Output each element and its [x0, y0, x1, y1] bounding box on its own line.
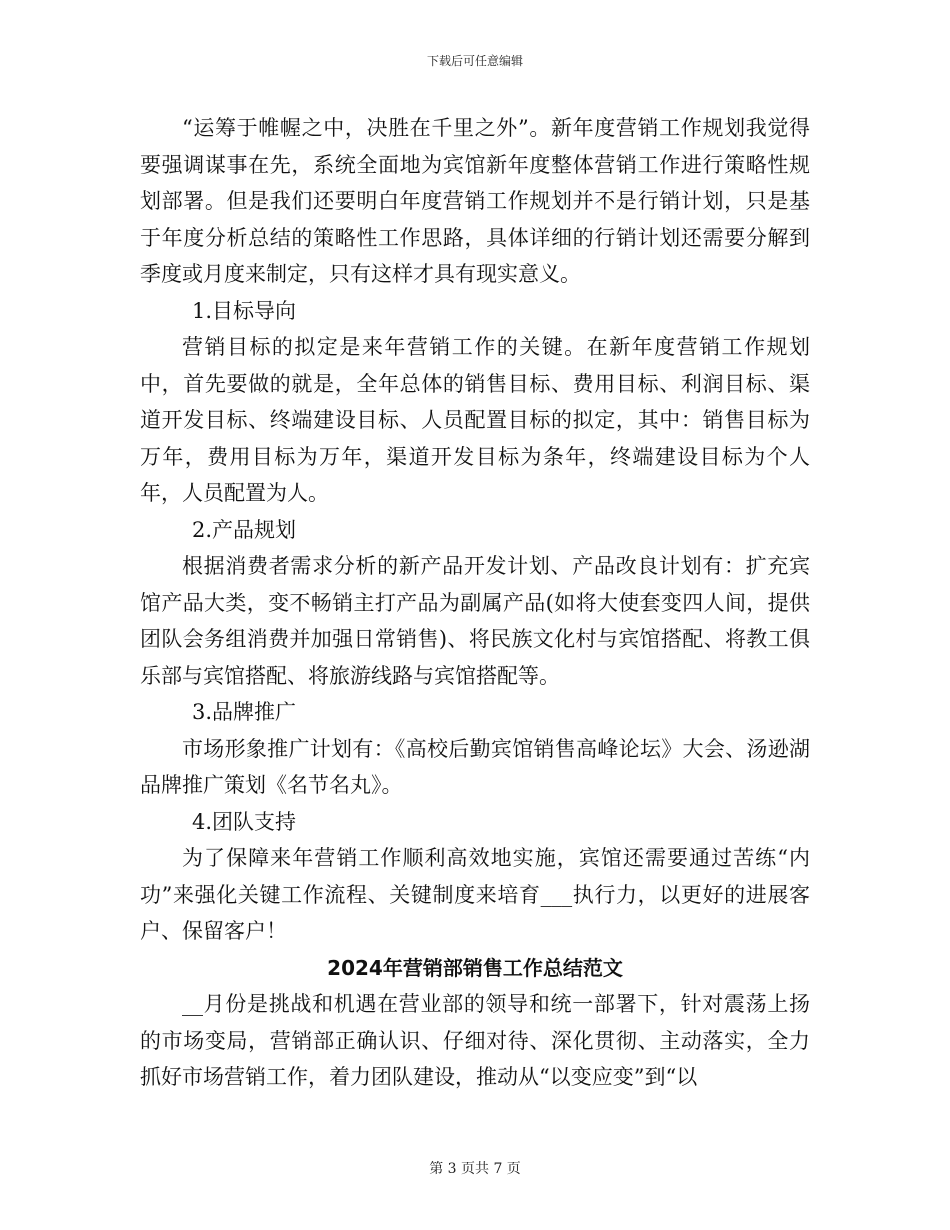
document-title: 2024年营销部销售工作总结范文: [327, 955, 623, 980]
paragraph-2: 根据消费者需求分析的新产品开发计划、产品改良计划有：扩充宾馆产品大类，变不畅销主打产品为副属产品(如将大使套变四人间，提供团队会务组消费并加强日常销售)、将民族文化村与宾馆搭配、将教工俱乐部与宾馆搭配、将旅游线路与宾馆搭配等。: [140, 554, 810, 688]
document-body: [140, 110, 810, 1096]
paragraph-5: __月份是挑战和机遇在营业部的领导和统一部署下，针对震荡上扬的市场变局，营销部正确认识、仔细对待、深化贯彻、主动落实，全力抓好市场营销工作，着力团队建设，推动从“以变应变”到“以: [140, 992, 810, 1089]
paragraph-3: 市场形象推广计划有：《高校后勤宾馆销售高峰论坛》大会、汤逊湖品牌推广策划《名节名丸》。: [140, 736, 810, 797]
intro-paragraph: “运筹于帷幄之中，决胜在千里之外”。新年度营销工作规划我觉得要强调谋事在先，系统全面地为宾馆新年度整体营销工作进行策略性规划部署。但是我们还要明白年度营销工作规划并不是行销计划，只是基于年度分析总结的策略性工作思路，具体详细的行销计划还需要分解到季度或月度来制定，只有这样才具有现实意义。: [140, 116, 810, 286]
section-heading-3: 3.品牌推广: [192, 700, 297, 724]
paragraph-1: 营销目标的拟定是来年营销工作的关键。在新年度营销工作规划中，首先要做的就是，全年总体的销售目标、费用目标、利润目标、渠道开发目标、终端建设目标、人员配置目标的拟定，其中：销售目标为万年，费用目标为万年，渠道开发目标为条年，终端建设目标为个人年，人员配置为人。: [140, 335, 810, 505]
paragraph-4: 为了保障来年营销工作顺利高效地实施，宾馆还需要通过苦练“内功”来强化关键工作流程、关键制度来培育___执行力，以更好的进展客户、保留客户！: [140, 846, 810, 943]
page-header: 下载后可任意编辑: [426, 54, 523, 68]
section-heading-4: 4.团队支持: [192, 809, 297, 834]
section-heading-2: 2.产品规划: [192, 517, 297, 542]
section-heading-1: 1.目标导向: [192, 298, 297, 323]
page-footer: 第 3 页共 7 页: [429, 1161, 521, 1177]
